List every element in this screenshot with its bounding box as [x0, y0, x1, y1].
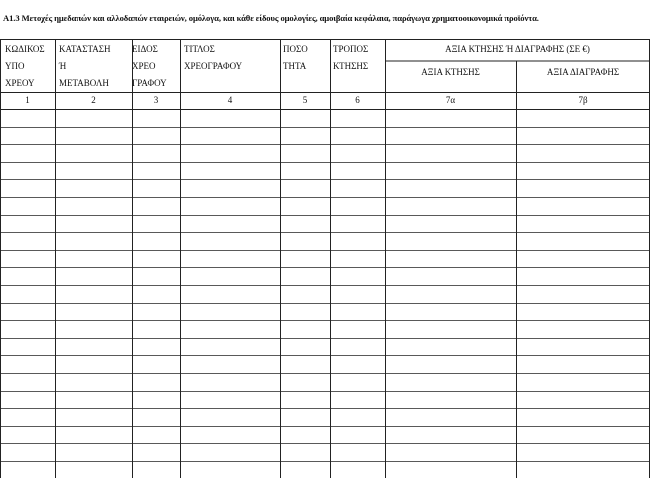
table-cell[interactable]: [1, 269, 54, 282]
table-cell[interactable]: [133, 146, 179, 159]
table-cell[interactable]: [1, 305, 54, 318]
table-cell[interactable]: [56, 269, 131, 282]
table-cell[interactable]: [1, 357, 54, 370]
table-cell[interactable]: [386, 322, 515, 335]
table-cell[interactable]: [181, 146, 279, 159]
table-cell[interactable]: [517, 111, 648, 124]
table-row: [0, 111, 650, 124]
column-number: 2: [91, 95, 96, 105]
table-cell[interactable]: [56, 234, 131, 247]
holdings-table: [0, 39, 650, 478]
header-value-group: ΑΞΙΑ ΚΤΗΣΗΣ Ή ΔΙΑΓΡΑΦΗΣ (ΣΕ €): [445, 44, 590, 54]
table-cell[interactable]: [181, 428, 279, 441]
header-status: ΚΑΤΑΣΤΑΣΗ Ή ΜΕΤΑΒΟΛΗ: [59, 44, 111, 88]
table-cell[interactable]: [386, 340, 515, 353]
header-code: ΚΩΔΙΚΟΣ ΥΠΟ ΧΡΕΟΥ: [5, 44, 45, 88]
table-cell[interactable]: [56, 111, 131, 124]
table-cell[interactable]: [331, 199, 384, 212]
table-cell[interactable]: [181, 269, 279, 282]
table-cell[interactable]: [1, 375, 54, 388]
table-row: [0, 322, 650, 335]
table-row: [0, 252, 650, 265]
table-cell[interactable]: [1, 410, 54, 423]
table-cell[interactable]: [181, 393, 279, 406]
table-cell[interactable]: [386, 146, 515, 159]
table-row: [0, 393, 650, 406]
table-cell[interactable]: [281, 146, 329, 159]
table-cell[interactable]: [331, 445, 384, 458]
table-cell[interactable]: [281, 428, 329, 441]
table-cell[interactable]: [281, 445, 329, 458]
table-cell[interactable]: [386, 305, 515, 318]
table-cell[interactable]: [56, 393, 131, 406]
table-cell[interactable]: [386, 234, 515, 247]
table-cell[interactable]: [281, 234, 329, 247]
table-cell[interactable]: [281, 322, 329, 335]
table-cell[interactable]: [181, 375, 279, 388]
table-row: [0, 445, 650, 458]
table-cell[interactable]: [281, 357, 329, 370]
table-cell[interactable]: [331, 252, 384, 265]
table-cell[interactable]: [281, 410, 329, 423]
table-cell[interactable]: [133, 428, 179, 441]
table-cell[interactable]: [517, 428, 648, 441]
table-cell[interactable]: [56, 322, 131, 335]
table-cell[interactable]: [517, 234, 648, 247]
section-title: Α1.3 Μετοχές ημεδαπών και αλλοδαπών εταιρειών, ομόλογα, και κάθε είδους ομολογίες, αμοιβαία κεφάλαια, παράγωγα χρηματοοικονομικά προϊόντα.: [3, 13, 539, 23]
header-security-type: ΕΙΔΟΣ ΧΡΕΟ ΓΡΑΦΟΥ: [132, 44, 167, 88]
table-cell[interactable]: [517, 305, 648, 318]
table-cell[interactable]: [281, 129, 329, 142]
table-cell[interactable]: [517, 375, 648, 388]
header-acquisition-method: ΤΡΟΠΟΣ ΚΤΗΣΗΣ: [333, 44, 369, 71]
table-cell[interactable]: [517, 129, 648, 142]
table-cell[interactable]: [331, 181, 384, 194]
table-cell[interactable]: [386, 269, 515, 282]
table-cell[interactable]: [386, 357, 515, 370]
table-cell[interactable]: [517, 146, 648, 159]
table-cell[interactable]: [517, 322, 648, 335]
table-row: [0, 428, 650, 441]
table-cell[interactable]: [386, 428, 515, 441]
table-cell[interactable]: [281, 305, 329, 318]
table-cell[interactable]: [133, 393, 179, 406]
table-cell[interactable]: [1, 340, 54, 353]
table-cell[interactable]: [56, 287, 131, 300]
table-cell[interactable]: [331, 428, 384, 441]
table-cell[interactable]: [56, 217, 131, 230]
table-cell[interactable]: [133, 181, 179, 194]
table-cell[interactable]: [386, 199, 515, 212]
table-cell[interactable]: [1, 234, 54, 247]
table-cell[interactable]: [281, 375, 329, 388]
table-cell[interactable]: [517, 181, 648, 194]
table-cell[interactable]: [1, 111, 54, 124]
table-cell[interactable]: [181, 164, 279, 177]
table-cell[interactable]: [281, 393, 329, 406]
header-acquisition-value: ΑΞΙΑ ΚΤΗΣΗΣ: [421, 67, 480, 77]
table-cell[interactable]: [331, 393, 384, 406]
table-cell[interactable]: [281, 269, 329, 282]
table-cell[interactable]: [56, 357, 131, 370]
table-cell[interactable]: [181, 445, 279, 458]
table-row: [0, 164, 650, 177]
table-cell[interactable]: [331, 410, 384, 423]
table-cell[interactable]: [56, 252, 131, 265]
table-cell[interactable]: [517, 445, 648, 458]
table-cell[interactable]: [1, 252, 54, 265]
table-row: [0, 305, 650, 318]
column-number: 5: [302, 95, 308, 105]
table-cell[interactable]: [133, 305, 179, 318]
table-cell[interactable]: [517, 252, 648, 265]
table-cell[interactable]: [517, 217, 648, 230]
table-cell[interactable]: [181, 181, 279, 194]
table-cell[interactable]: [1, 393, 54, 406]
table-cell[interactable]: [331, 164, 384, 177]
table-cell[interactable]: [281, 181, 329, 194]
table-cell[interactable]: [181, 322, 279, 335]
table-cell[interactable]: [281, 199, 329, 212]
table-cell[interactable]: [386, 129, 515, 142]
table-cell[interactable]: [386, 287, 515, 300]
table-cell[interactable]: [331, 357, 384, 370]
table-cell[interactable]: [517, 269, 648, 282]
table-cell[interactable]: [181, 199, 279, 212]
table-cell[interactable]: [331, 129, 384, 142]
table-cell[interactable]: [133, 269, 179, 282]
table-cell[interactable]: [1, 129, 54, 142]
table-cell[interactable]: [331, 340, 384, 353]
table-row: [0, 234, 650, 247]
table-cell[interactable]: [181, 252, 279, 265]
table-cell[interactable]: [386, 181, 515, 194]
table-cell[interactable]: [386, 445, 515, 458]
table-cell[interactable]: [331, 287, 384, 300]
table-cell[interactable]: [181, 410, 279, 423]
table-cell[interactable]: [281, 217, 329, 230]
table-row: [0, 375, 650, 388]
header-write-off-value: ΑΞΙΑ ΔΙΑΓΡΑΦΗΣ: [546, 67, 620, 77]
table-row: [0, 199, 650, 212]
table-cell[interactable]: [133, 340, 179, 353]
table-cell[interactable]: [1, 217, 54, 230]
table-cell[interactable]: [386, 217, 515, 230]
table-cell[interactable]: [517, 357, 648, 370]
table-cell[interactable]: [281, 340, 329, 353]
column-number: 7β: [578, 95, 588, 105]
table-cell[interactable]: [133, 410, 179, 423]
table-cell[interactable]: [1, 146, 54, 159]
table-cell[interactable]: [517, 410, 648, 423]
table-cell[interactable]: [56, 181, 131, 194]
table-cell[interactable]: [181, 287, 279, 300]
table-cell[interactable]: [181, 129, 279, 142]
table-cell[interactable]: [1, 164, 54, 177]
table-cell[interactable]: [181, 357, 279, 370]
table-cell[interactable]: [133, 164, 179, 177]
table-cell[interactable]: [281, 252, 329, 265]
table-cell[interactable]: [133, 234, 179, 247]
table-cell[interactable]: [56, 199, 131, 212]
table-cell[interactable]: [56, 375, 131, 388]
table-cell[interactable]: [281, 287, 329, 300]
table-cell[interactable]: [181, 305, 279, 318]
table-cell[interactable]: [56, 129, 131, 142]
table-cell[interactable]: [133, 375, 179, 388]
table-cell[interactable]: [133, 252, 179, 265]
table-cell[interactable]: [181, 340, 279, 353]
table-cell[interactable]: [181, 217, 279, 230]
table-cell[interactable]: [517, 393, 648, 406]
table-cell[interactable]: [517, 164, 648, 177]
column-number: 4: [227, 95, 233, 105]
table-cell[interactable]: [56, 146, 131, 159]
table-cell[interactable]: [1, 322, 54, 335]
table-cell[interactable]: [56, 340, 131, 353]
table-cell[interactable]: [331, 322, 384, 335]
table-cell[interactable]: [517, 340, 648, 353]
table-cell[interactable]: [331, 234, 384, 247]
table-cell[interactable]: [1, 445, 54, 458]
table-row: [0, 340, 650, 353]
table-cell[interactable]: [331, 217, 384, 230]
table-cell[interactable]: [1, 181, 54, 194]
table-cell[interactable]: [133, 217, 179, 230]
header-quantity: ΠΟΣΟ ΤΗΤΑ: [283, 44, 308, 71]
table-row: [0, 146, 650, 159]
table-cell[interactable]: [281, 111, 329, 124]
table-row: [0, 181, 650, 194]
table-cell[interactable]: [281, 164, 329, 177]
table-cell[interactable]: [331, 146, 384, 159]
table-cell[interactable]: [386, 375, 515, 388]
table-cell[interactable]: [331, 269, 384, 282]
column-number: 7α: [445, 95, 456, 105]
table-cell[interactable]: [56, 428, 131, 441]
table-cell[interactable]: [181, 234, 279, 247]
table-cell[interactable]: [133, 111, 179, 124]
column-number: 1: [25, 95, 30, 105]
table-cell[interactable]: [133, 129, 179, 142]
table-row: [0, 357, 650, 370]
table-cell[interactable]: [133, 357, 179, 370]
table-cell[interactable]: [133, 322, 179, 335]
table-cell[interactable]: [1, 287, 54, 300]
table-cell[interactable]: [56, 410, 131, 423]
table-cell[interactable]: [1, 428, 54, 441]
table-row: [0, 129, 650, 142]
table-row: [0, 287, 650, 300]
table-row: [0, 217, 650, 230]
table-row: [0, 269, 650, 282]
table-cell[interactable]: [133, 445, 179, 458]
table-cell[interactable]: [133, 287, 179, 300]
table-cell[interactable]: [386, 164, 515, 177]
table-cell[interactable]: [331, 305, 384, 318]
table-row: [0, 410, 650, 423]
table-cell[interactable]: [56, 305, 131, 318]
table-cell[interactable]: [386, 111, 515, 124]
table-cell[interactable]: [386, 410, 515, 423]
header-security-title: ΤΙΤΛΟΣ ΧΡΕΟΓΡΑΦΟΥ: [184, 44, 243, 71]
table-cell[interactable]: [56, 445, 131, 458]
column-number: 3: [153, 95, 159, 105]
table-cell[interactable]: [331, 375, 384, 388]
column-number: 6: [355, 95, 360, 105]
table-cell[interactable]: [517, 199, 648, 212]
table-cell[interactable]: [386, 393, 515, 406]
table-cell[interactable]: [56, 164, 131, 177]
table-cell[interactable]: [133, 199, 179, 212]
table-cell[interactable]: [1, 199, 54, 212]
table-cell[interactable]: [181, 111, 279, 124]
table-cell[interactable]: [517, 287, 648, 300]
table-cell[interactable]: [386, 252, 515, 265]
table-cell[interactable]: [331, 111, 384, 124]
